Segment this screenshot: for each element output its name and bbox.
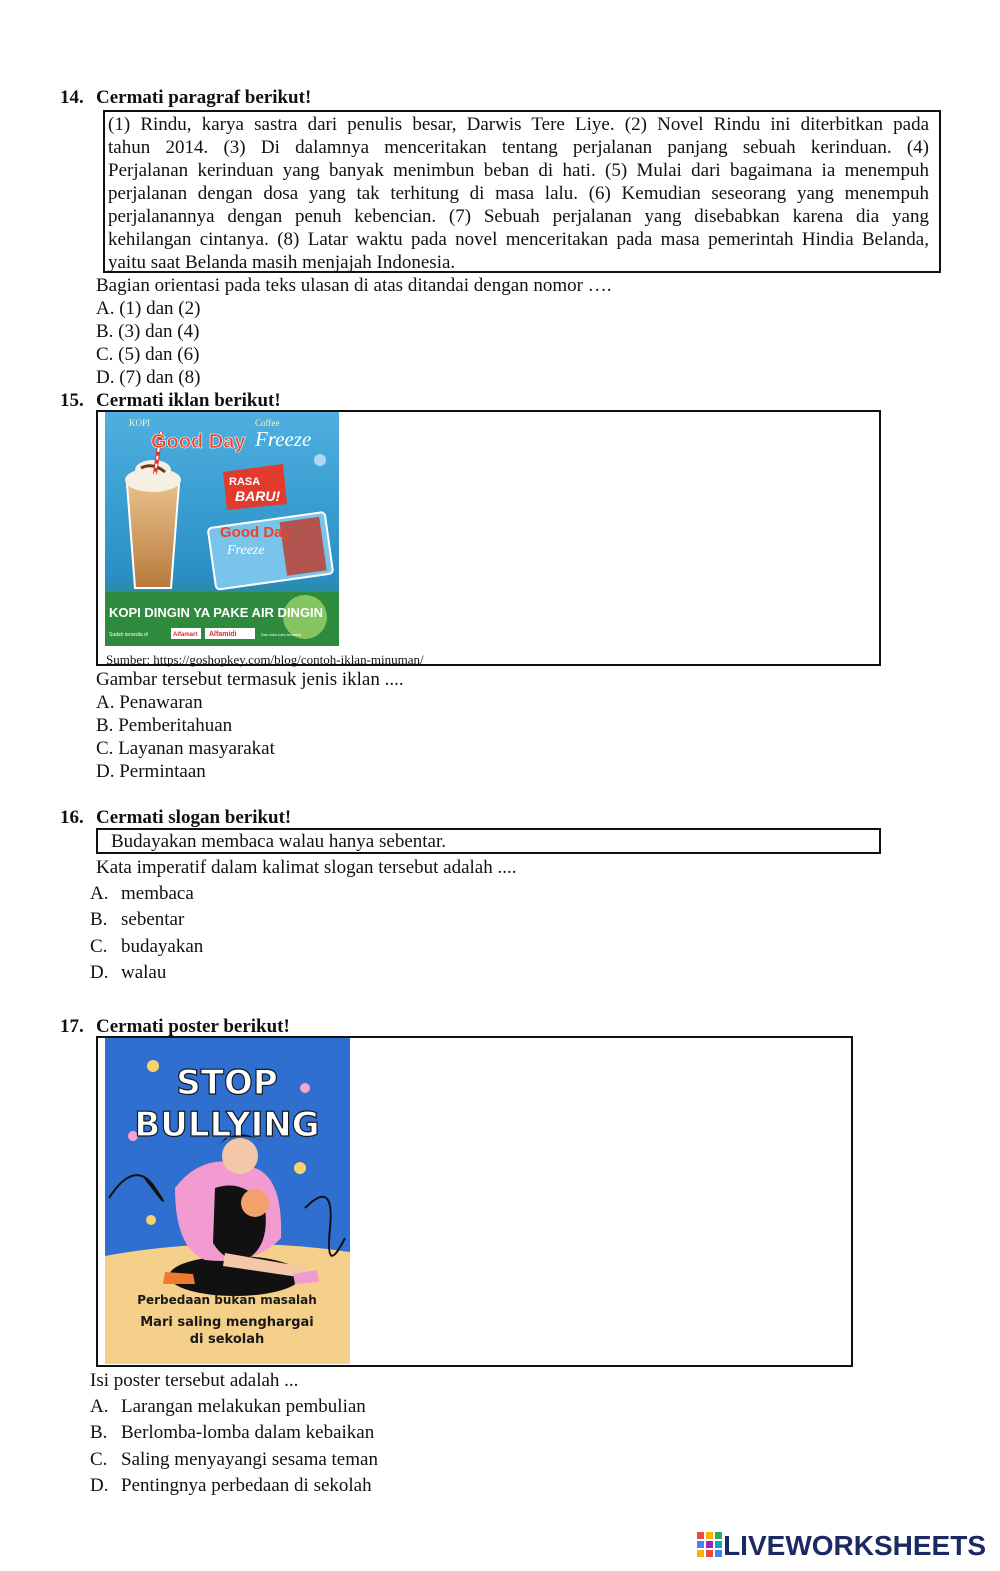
paragraph-line: kehilangan cintanya. (8) Latar waktu pada novel menceritakan pada masa pemerintah Hindia Belanda, bbox=[108, 229, 929, 250]
grid-logo-icon bbox=[697, 1532, 723, 1558]
option-a[interactable]: A. (1) dan (2) bbox=[96, 298, 201, 319]
brand-coffee: Coffee bbox=[255, 418, 280, 428]
option-letter: A. bbox=[90, 1396, 109, 1417]
ad-image bbox=[105, 412, 339, 646]
option-d[interactable] bbox=[90, 961, 166, 984]
option-b[interactable]: B. (3) dan (4) bbox=[96, 321, 200, 342]
option-text: Larangan melakukan pembulian bbox=[121, 1396, 366, 1417]
option-letter: C. bbox=[90, 1449, 108, 1470]
option-letter: A. bbox=[90, 883, 109, 904]
ad-store2: Alfamidi bbox=[209, 631, 237, 638]
option-text: Pentingnya perbedaan di sekolah bbox=[121, 1475, 372, 1496]
option-c[interactable] bbox=[90, 1448, 378, 1471]
ad-product: Freeze bbox=[255, 427, 312, 451]
option-c[interactable]: C. (5) dan (6) bbox=[96, 344, 200, 365]
question-text: Bagian orientasi pada teks ulasan di atas ditandai dengan nomor …. bbox=[96, 275, 612, 296]
option-letter: B. bbox=[90, 909, 108, 930]
option-b[interactable] bbox=[90, 908, 184, 931]
paragraph-line: (1) Rindu, karya sastra dari penulis besar, Darwis Tere Liye. (2) Novel Rindu ini diterbitkan pada bbox=[108, 114, 929, 135]
option-letter: B. bbox=[96, 715, 114, 736]
option-text: Saling menyayangi sesama teman bbox=[121, 1449, 378, 1470]
badge-line2: BARU! bbox=[235, 488, 281, 504]
brand-small: KOPI bbox=[129, 418, 151, 428]
paragraph-line: perjalanan dengan dosa yang tak terhitung di masa lalu. (6) Kemudian seseorang yang menempuh bbox=[108, 183, 929, 204]
option-text: Penawaran bbox=[119, 692, 203, 713]
question-text: Gambar tersebut termasuk jenis iklan .... bbox=[96, 669, 404, 690]
paragraph-line: perjalanannya dengan penuh kebencian. (7) Sebuah perjalanan yang disebabkan karena dia yang bbox=[108, 206, 929, 227]
option-letter: A. bbox=[96, 692, 115, 713]
poster-line-1: Perbedaan bukan masalah bbox=[137, 1293, 317, 1307]
option-a[interactable] bbox=[90, 882, 194, 905]
ad-store1: Alfamart bbox=[173, 632, 198, 638]
option-c[interactable] bbox=[90, 935, 203, 958]
poster-image bbox=[105, 1038, 350, 1364]
option-letter: B. bbox=[90, 1422, 108, 1443]
question-title: Cermati paragraf berikut! bbox=[96, 87, 312, 108]
paragraph-line: Perjalanan kerinduan yang banyak menimbun beban di hati. (5) Mulai dari bagaimana ia menempuh bbox=[108, 160, 929, 181]
paragraph-line: yaitu saat Belanda masih menjajah Indonesia. bbox=[108, 252, 456, 273]
option-c[interactable] bbox=[96, 737, 275, 760]
slogan-text: Budayakan membaca walau hanya sebentar. bbox=[111, 831, 446, 852]
option-a[interactable] bbox=[90, 1395, 366, 1418]
option-letter: D. bbox=[90, 1475, 109, 1496]
option-text: sebentar bbox=[121, 909, 185, 930]
paragraph-line: tahun 2014. (3) Di dalamnya menceritakan tentang perjalanan panjang sebuah kerinduan. (4) bbox=[108, 137, 929, 158]
option-letter: C. bbox=[96, 738, 114, 759]
option-letter: C. bbox=[90, 936, 108, 957]
question-number: 16. bbox=[60, 807, 84, 828]
badge-line1: RASA bbox=[229, 476, 261, 488]
poster-headline-1: STOP bbox=[176, 1063, 278, 1103]
pack-brand: Good Day bbox=[220, 524, 291, 541]
logo-text: LIVEWORKSHEETS bbox=[723, 1529, 986, 1561]
ad-tagline: KOPI DINGIN YA PAKE AIR DINGIN bbox=[109, 605, 324, 620]
option-text: Permintaan bbox=[119, 761, 206, 782]
source-caption: Sumber: https://goshopkey.com/blog/contoh-iklan-minuman/ bbox=[106, 652, 424, 667]
question-title: Cermati iklan berikut! bbox=[96, 390, 281, 411]
ad-footer-other: Dan toko-toko terdekat bbox=[261, 632, 302, 637]
option-text: Layanan masyarakat bbox=[118, 738, 275, 759]
question-text: Isi poster tersebut adalah ... bbox=[90, 1370, 299, 1391]
poster-headline-2: BULLYING bbox=[134, 1105, 320, 1145]
question-number: 17. bbox=[60, 1016, 84, 1037]
paragraph-box bbox=[103, 110, 941, 273]
option-d[interactable] bbox=[96, 760, 206, 783]
liveworksheets-logo[interactable] bbox=[697, 1531, 986, 1559]
option-text: Berlomba-lomba dalam kebaikan bbox=[121, 1422, 375, 1443]
poster-line-2: Mari saling menghargai bbox=[140, 1315, 314, 1330]
option-text: membaca bbox=[121, 883, 194, 904]
option-b[interactable] bbox=[96, 714, 232, 737]
question-number: 15. bbox=[60, 390, 84, 411]
pack-product: Freeze bbox=[227, 543, 265, 558]
option-a[interactable] bbox=[96, 691, 203, 714]
option-d[interactable] bbox=[90, 1474, 372, 1497]
question-number: 14. bbox=[60, 87, 84, 108]
option-text: walau bbox=[121, 962, 167, 983]
question-title: Cermati poster berikut! bbox=[96, 1016, 290, 1037]
question-text: Kata imperatif dalam kalimat slogan tersebut adalah .... bbox=[96, 857, 517, 878]
option-letter: D. bbox=[90, 962, 109, 983]
ad-brand: Good Day bbox=[151, 431, 246, 453]
slogan-box bbox=[96, 828, 881, 854]
option-text: Pemberitahuan bbox=[118, 715, 233, 736]
option-text: budayakan bbox=[121, 936, 204, 957]
option-b[interactable] bbox=[90, 1421, 374, 1444]
option-d[interactable]: D. (7) dan (8) bbox=[96, 367, 201, 388]
poster-line-3: di sekolah bbox=[189, 1332, 265, 1347]
ad-footer-available: Sudah tersedia di bbox=[109, 632, 148, 638]
question-title: Cermati slogan berikut! bbox=[96, 807, 292, 828]
option-letter: D. bbox=[96, 761, 115, 782]
